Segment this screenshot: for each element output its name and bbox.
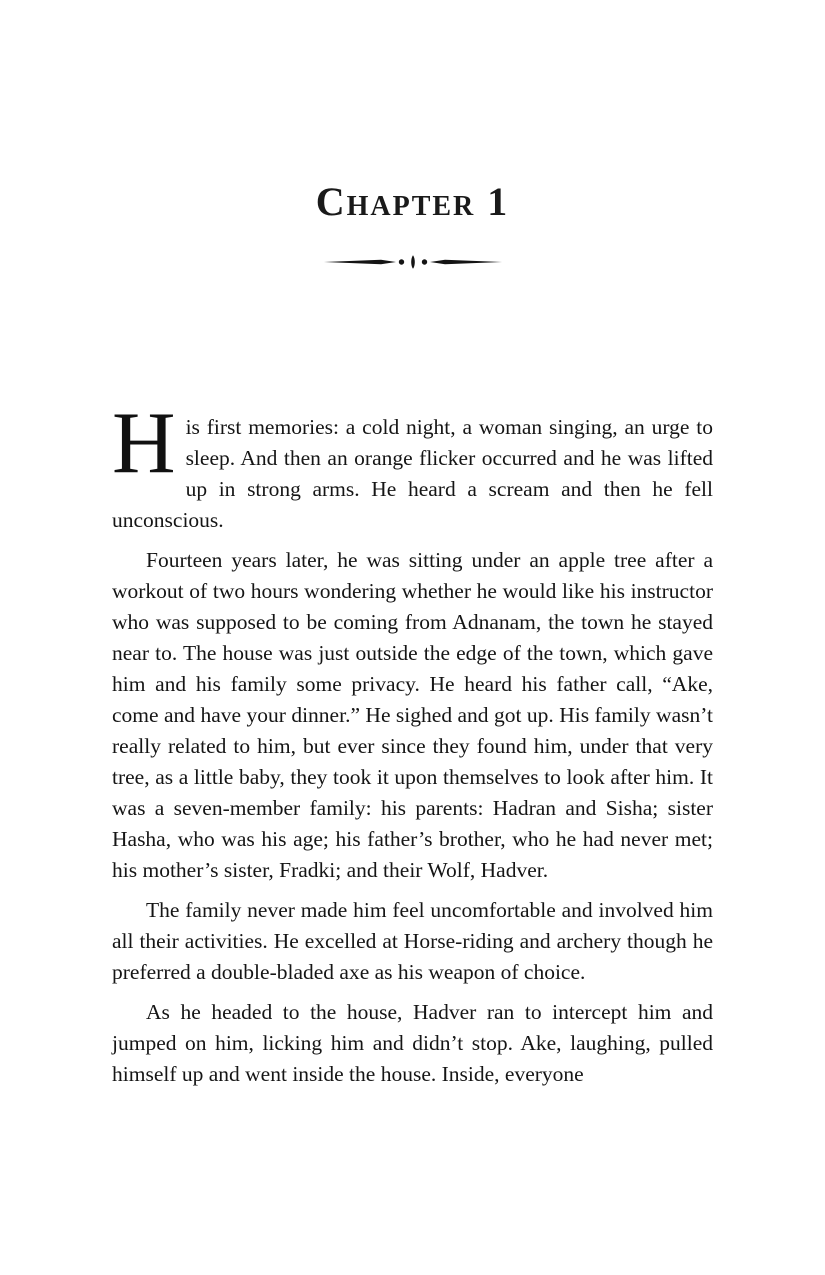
paragraph-4: As he headed to the house, Hadver ran to intercept him and jumped on him, licking him and didn’t stop. Ake, laughing, pulled himself up and went inside the house. Inside, everyone xyxy=(112,1000,713,1086)
paragraph-2: Fourteen years later, he was sitting under an apple tree after a workout of two hours wondering whether he would like his instructor who was supposed to be coming from Adnanam, the town he stayed near to. The house was just outside the edge of the town, which gave him and his family some privacy. He heard his father call, “Ake, come and have your dinner.” He sighed and got up. His family wasn’t really related to him, but ever since they found him, under that very tree, as a little baby, they took it upon themselves to look after him. It was a seven-member family: his parents: Hadran and Sisha; sister Hasha, who was his age; his father’s brother, who he had never met; his mother’s sister, Fradki; and their Wolf, Hadver. xyxy=(112,548,713,882)
paragraph-1-text: is first memories: a cold night, a woman singing, an urge to sleep. And then an orange flicker occurred and he was lifted up in strong arms. He heard a scream and then he fell unconscious. xyxy=(112,415,713,532)
paragraph-3: The family never made him feel uncomfortable and involved him all their activities. He excelled at Horse-riding and archery though he preferred a double-bladed axe as his weapon of choice. xyxy=(112,898,713,984)
chapter-body xyxy=(112,395,713,1099)
drop-cap: H xyxy=(112,395,176,492)
divider-ornament-icon xyxy=(323,254,503,270)
chapter-divider xyxy=(0,254,825,270)
chapter-heading: Chapter 1 xyxy=(315,179,510,224)
paragraph-1 xyxy=(112,395,713,536)
